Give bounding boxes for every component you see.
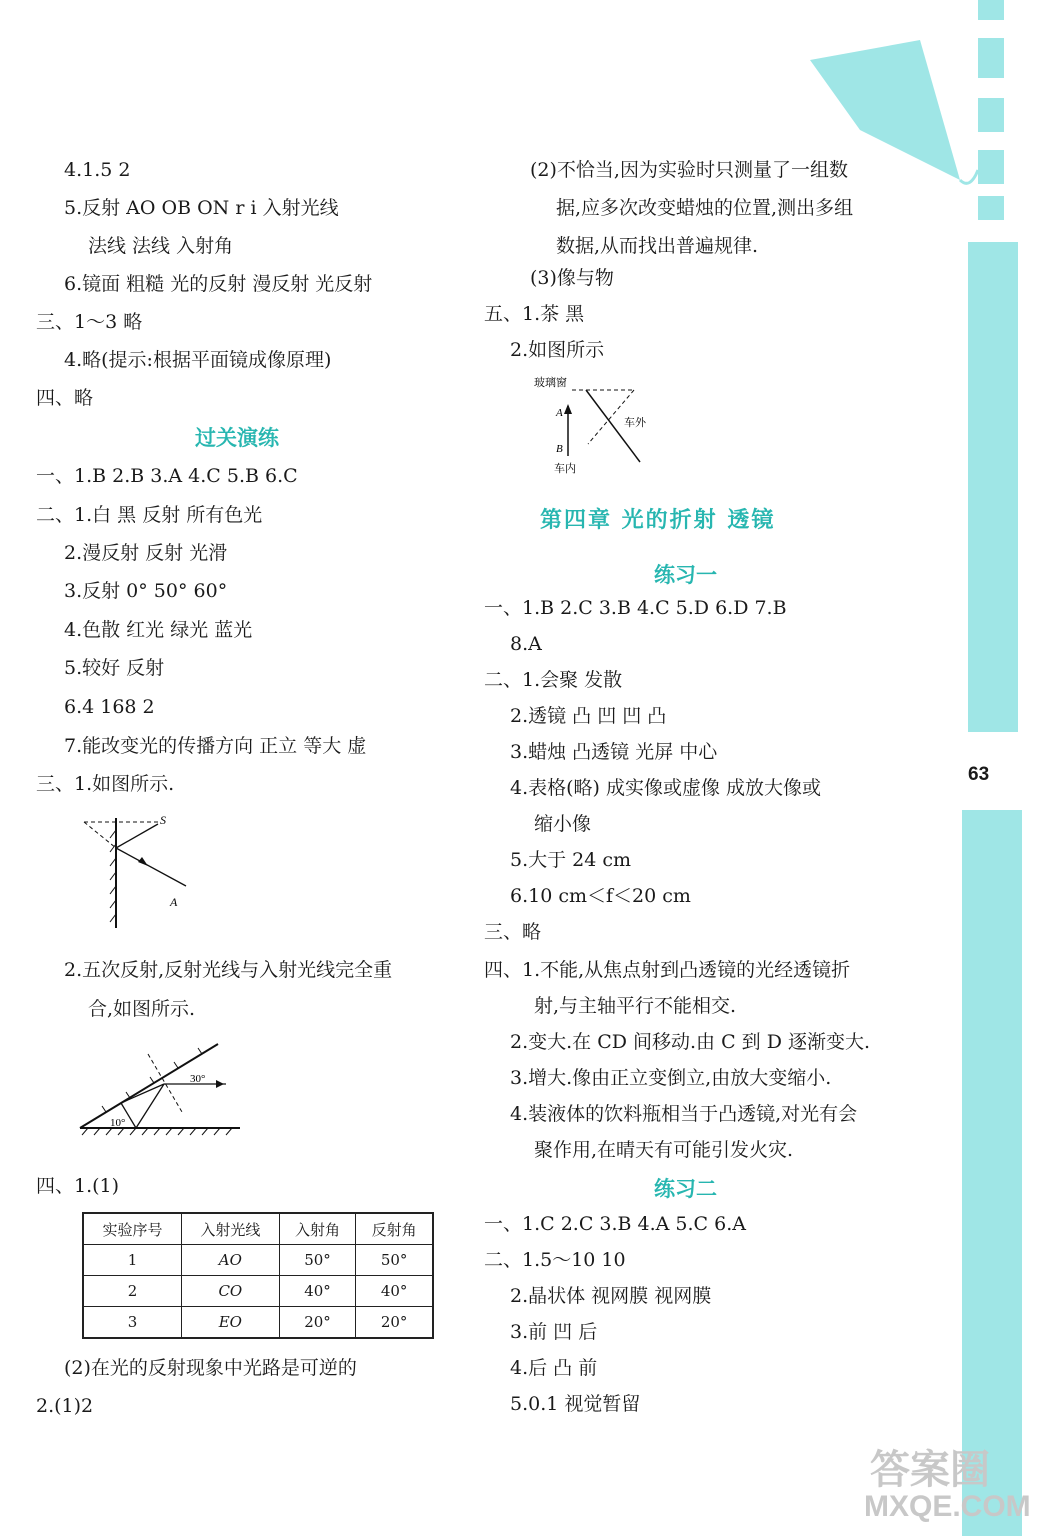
fig1-label-a: A — [170, 895, 178, 909]
right3-line-6: 5.0.1 视觉暂留 — [510, 1393, 641, 1415]
left-q4-label: 四、1.(1) — [36, 1175, 120, 1197]
figure-mirror-reflection — [76, 810, 216, 935]
table-row — [83, 1307, 433, 1339]
right2-line-13: 2.变大.在 CD 间移动.由 C 到 D 逐渐变大. — [510, 1031, 871, 1053]
table-cell: 40° — [279, 1276, 356, 1307]
table-header: 实验序号 — [83, 1213, 181, 1245]
left2-line-7: 6.4 168 2 — [64, 696, 155, 718]
right3-line-4: 3.前 凹 后 — [510, 1321, 598, 1343]
right2-line-8: 5.大于 24 cm — [510, 849, 632, 871]
watermark-logo: 答案圈 — [870, 1447, 990, 1493]
table-cell: EO — [181, 1307, 279, 1339]
fig3-label-b: B — [556, 443, 563, 455]
right-line-3: 数据,从而找出普遍规律. — [556, 235, 759, 257]
right2-line-7: 缩小像 — [534, 813, 592, 835]
right3-line-2: 二、1.5～10 10 — [484, 1249, 626, 1271]
chapter-title: 第四章 光的折射 透镜 — [540, 507, 776, 533]
fig3-label-a: A — [556, 407, 563, 419]
left-line-3: 法线 法线 入射角 — [88, 235, 234, 257]
left2-line-5: 4.色散 红光 绿光 蓝光 — [64, 619, 253, 641]
right3-line-3: 2.晶状体 视网膜 视网膜 — [510, 1285, 712, 1307]
decor-strip-5 — [968, 242, 1018, 732]
table-cell: 20° — [356, 1307, 433, 1339]
experiment-table — [82, 1212, 434, 1339]
watermark-url: MXQE.COM — [864, 1490, 1031, 1523]
right2-line-10: 三、略 — [484, 921, 542, 943]
table-cell: 2 — [83, 1276, 181, 1307]
left-line-2: 5.反射 AO OB ON r i 入射光线 — [64, 197, 339, 219]
section-title-guoguan: 过关演练 — [195, 425, 279, 450]
decor-strip-top — [978, 0, 1004, 20]
left-line-5: 三、1～3 略 — [36, 311, 143, 333]
left-line-6: 4.略(提示:根据平面镜成像原理) — [64, 349, 332, 371]
table-header: 反射角 — [356, 1213, 433, 1245]
left4-line-1: (2)在光的反射现象中光路是可逆的 — [64, 1357, 357, 1379]
table-row — [83, 1245, 433, 1276]
left-line-4: 6.镜面 粗糙 光的反射 漫反射 光反射 — [64, 273, 373, 295]
right-line-2: 据,应多次改变蜡烛的位置,测出多组 — [556, 197, 854, 219]
table-cell: 40° — [356, 1276, 433, 1307]
right2-line-3: 二、1.会聚 发散 — [484, 669, 623, 691]
left4-line-2: 2.(1)2 — [36, 1395, 94, 1417]
right2-line-5: 3.蜡烛 凸透镜 光屏 中心 — [510, 741, 718, 763]
fig3-outside: 车外 — [624, 416, 646, 429]
right-line-4: (3)像与物 — [530, 267, 614, 289]
page-number: 63 — [968, 764, 990, 785]
left2-line-4: 3.反射 0° 50° 60° — [64, 580, 228, 602]
table-cell: 1 — [83, 1245, 181, 1276]
decor-strip-4 — [978, 196, 1004, 220]
right2-line-6: 4.表格(略) 成实像或虚像 成放大像或 — [510, 777, 822, 799]
left2-line-2: 二、1.白 黑 反射 所有色光 — [36, 504, 263, 526]
table-cell: 50° — [279, 1245, 356, 1276]
left-line-7: 四、略 — [36, 387, 94, 409]
fig3-inside: 车内 — [554, 462, 576, 475]
right2-line-1: 一、1.B 2.C 3.B 4.C 5.D 6.D 7.B — [484, 597, 787, 619]
table-row — [83, 1276, 433, 1307]
decor-strip-1 — [978, 38, 1004, 78]
fig3-window: 玻璃窗 — [534, 376, 567, 389]
left-line-1: 4.1.5 2 — [64, 159, 131, 181]
left2-line-8: 7.能改变光的传播方向 正立 等大 虚 — [64, 735, 367, 757]
decor-strip-6 — [962, 810, 1022, 1536]
right-line-6: 2.如图所示 — [510, 339, 605, 361]
fig2-angle-bottom: 10° — [110, 1117, 126, 1129]
decor-strip-3 — [978, 150, 1004, 184]
section-title-exercise2: 练习二 — [654, 1176, 717, 1201]
right2-line-11: 四、1.不能,从焦点射到凸透镜的光经透镜折 — [484, 959, 851, 981]
left2-line-1: 一、1.B 2.B 3.A 4.C 5.B 6.C — [36, 465, 298, 487]
right-line-5: 五、1.茶 黑 — [484, 303, 585, 325]
figure-two-mirrors — [76, 1040, 246, 1140]
right2-line-4: 2.透镜 凸 凹 凹 凸 — [510, 705, 667, 727]
decor-strip-2 — [978, 98, 1004, 132]
left2-line-9: 三、1.如图所示. — [36, 773, 175, 795]
table-cell: 3 — [83, 1307, 181, 1339]
left2-line-6: 5.较好 反射 — [64, 657, 165, 679]
right-line-1: (2)不恰当,因为实验时只测量了一组数 — [530, 159, 848, 181]
table-header: 入射角 — [279, 1213, 356, 1245]
left2-line-3: 2.漫反射 反射 光滑 — [64, 542, 228, 564]
right2-line-16: 聚作用,在晴天有可能引发火灾. — [534, 1139, 794, 1161]
fig1-label-s: S — [160, 813, 166, 827]
table-cell: AO — [181, 1245, 279, 1276]
left3-line-2: 合,如图所示. — [88, 998, 196, 1020]
table-cell: CO — [181, 1276, 279, 1307]
left3-line-1: 2.五次反射,反射光线与入射光线完全重 — [64, 959, 393, 981]
table-header: 入射光线 — [181, 1213, 279, 1245]
figure-car-window — [534, 372, 678, 482]
right2-line-2: 8.A — [510, 633, 542, 655]
table-header-row — [83, 1213, 433, 1245]
right3-line-1: 一、1.C 2.C 3.B 4.A 5.C 6.A — [484, 1213, 746, 1235]
right2-line-12: 射,与主轴平行不能相交. — [534, 995, 737, 1017]
right2-line-14: 3.增大.像由正立变倒立,由放大变缩小. — [510, 1067, 832, 1089]
right2-line-15: 4.装液体的饮料瓶相当于凸透镜,对光有会 — [510, 1103, 858, 1125]
table-cell: 20° — [279, 1307, 356, 1339]
table-cell: 50° — [356, 1245, 433, 1276]
section-title-exercise1: 练习一 — [654, 562, 717, 587]
fig2-angle-top: 30° — [190, 1073, 206, 1085]
right3-line-5: 4.后 凸 前 — [510, 1357, 598, 1379]
right2-line-9: 6.10 cm＜f＜20 cm — [510, 885, 691, 907]
